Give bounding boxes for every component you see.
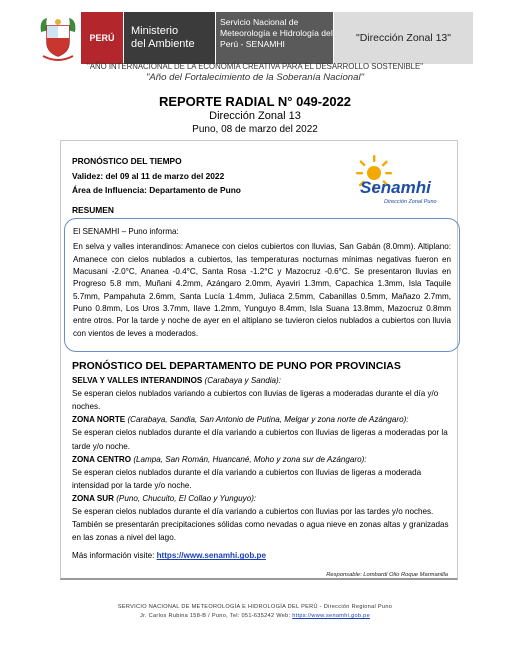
year-motto: "AÑO INTERNACIONAL DE LA ECONOMÍA CREATIVA PARA EL DESARROLLO SOSTENIBLE" xyxy=(87,62,423,71)
ministry-label: Ministerio del Ambiente xyxy=(123,12,215,64)
footer-link[interactable]: https://www.senamhi.gob.pe xyxy=(292,613,370,619)
svg-text:Dirección Zonal Puno: Dirección Zonal Puno xyxy=(384,199,437,205)
area-text: Área de Influencia: Departamento de Puno xyxy=(72,185,241,195)
more-info-link[interactable]: https://www.senamhi.gob.pe xyxy=(156,551,266,561)
region-title: SELVA Y VALLES INTERANDINOS (Carabaya y Sandia): xyxy=(72,376,281,386)
forecast-heading: PRONÓSTICO DEL TIEMPO xyxy=(72,156,182,166)
more-info: Más información visite: https://www.senamhi.gob.pe xyxy=(72,551,266,561)
region-text: Se esperan cielos nublados durante el día variando a cubiertos con lluvias de ligeras a moderadas por la tarde y/o noche. xyxy=(72,428,448,451)
summary-intro: El SENAMHI – Puno informa: xyxy=(73,227,179,236)
report-title: REPORTE RADIAL N° 049-2022 xyxy=(158,94,352,109)
region-title: ZONA SUR (Puno, Chucuito, El Collao y Yunguyo): xyxy=(72,493,257,503)
summary-body: En selva y valles interandinos: Amanece con cielos cubiertos con lluvias, San Gabán (8.0mm). Altiplano: Amanece con cielos nublados a cubiertos, las temperaturas nocturnas mínimas negativas fueron en Macusani -2.0°C, Ananea -0.4°C, Santa Rosa -1.2°C y Mazocruz -0.6°C. Se presentaron lluvias en Progreso 5.8 mm, Muñani 4.2mm, Azángaro 2.0mm, Ayaviri 1.3mm, Capachica 1.3mm, Isla Taquile 5.7mm, Pampahuta 2.6mm, Santa Lucía 1.4mm, Juliaca 2.5mm, Cabanillas 0.5mm, Mañazo 2.7mm, Puno 0.8mm, Los Uros 3.7mm, Ilave 1.2mm, Yunguyo 8.4mm, Isla Suana 13.8mm, Mazocruz 0.8mm entre otros. Por la tarde y noche de ayer en el altiplano se tuvieron cielos nublados a cubiertos con lluvia con vientos de leves a moderados. xyxy=(73,242,451,338)
summary-heading: RESUMEN xyxy=(72,205,114,215)
zone-tag: "Dirección Zonal 13" xyxy=(333,12,473,64)
region-title: ZONA CENTRO (Lampa, San Román, Huancané, Moho y zona sur de Azángaro): xyxy=(72,454,367,464)
responsible-note: Responsable: Lombardi Olio Roque Marmanilla xyxy=(326,572,448,578)
report-zone: Dirección Zonal 13 xyxy=(209,110,301,122)
svg-text:Senamhi: Senamhi xyxy=(360,178,431,197)
region-text: Se esperan cielos nublados variando a cubiertos con lluvias de ligeras a moderadas durante el día y/o noches. xyxy=(72,389,439,412)
forecast-section-heading: PRONÓSTICO DEL DEPARTAMENTO DE PUNO POR PROVINCIAS xyxy=(72,360,401,372)
forecast-section xyxy=(72,360,450,562)
report-date: Puno, 08 de marzo del 2022 xyxy=(192,124,318,135)
summary-box xyxy=(64,218,460,352)
senamhi-logo xyxy=(352,153,438,211)
peru-label: PERÚ xyxy=(81,12,123,64)
sun-logo-icon xyxy=(352,153,438,211)
region-title: ZONA NORTE (Carabaya, Sandia, San Antonio de Putina, Melgar y zona norte de Azángaro): xyxy=(72,415,409,425)
agency-label: Servicio Nacional de Meteorología e Hidrología del Perú - SENAMHI xyxy=(215,12,333,64)
coat-of-arms-icon xyxy=(35,12,81,64)
region-text: Se esperan cielos nublados durante el día variando a cubiertos con lluvias de ligeras a moderada intensidad por la tarde y/o noche. xyxy=(72,467,422,490)
footer-line-2: Jr. Carlos Rubina 158-B / Puno, Tel: 051-635242 Web: https://www.senamhi.gob.pe xyxy=(140,613,370,619)
year-motto-2: "Año del Fortalecimiento de la Soberanía Nacional" xyxy=(145,72,364,83)
footer-line-1: SERVICIO NACIONAL DE METEOROLOGÍA E HIDROLOGÍA DEL PERÚ - Dirección Regional Puno xyxy=(117,604,393,610)
header-bar xyxy=(35,12,473,64)
region-text: Se esperan cielos nublados durante el día variando a cubiertos con lluvias por las tardes y/o noches. También se presentarán precipitaciones sólidas como nevadas o agua nieve en zonas altas y granizadas en las zonas a nivel del lago. xyxy=(72,507,449,543)
validity-text: Validez: del 09 al 11 de marzo del 2022 xyxy=(72,171,225,181)
